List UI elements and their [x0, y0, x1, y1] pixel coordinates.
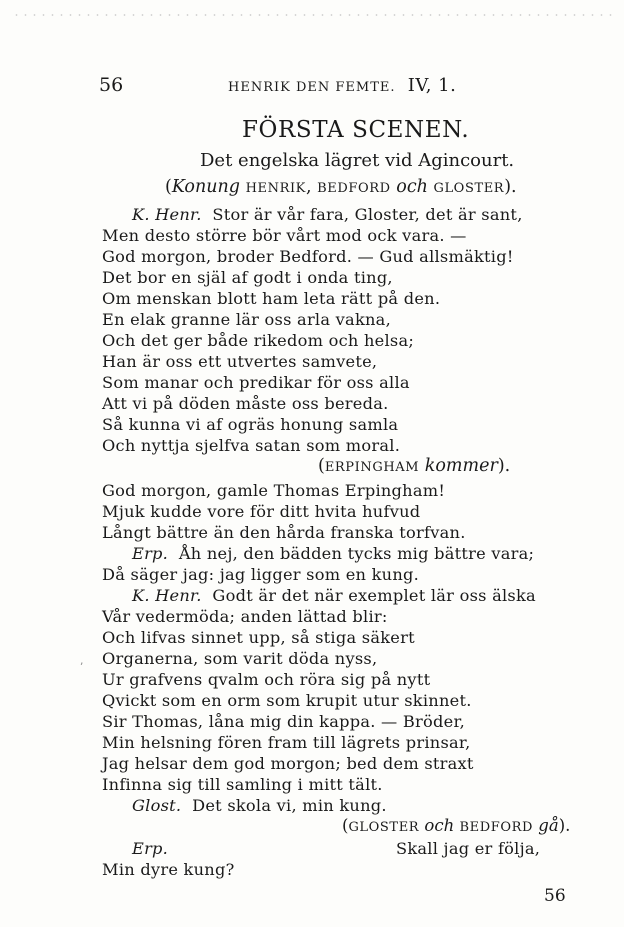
verse-line: Han är oss ett utvertes samvete, [102, 352, 378, 371]
stage-direction-exit: (GLOSTER och BEDFORD gå). [342, 816, 571, 835]
speaker-label: K. Henr. [132, 586, 202, 605]
speaker-label: Erp. [132, 839, 169, 858]
speaker-label: K. Henr. [132, 205, 202, 224]
verse-line: Då säger jag: jag ligger som en kung. [102, 565, 420, 584]
verse-line: Glost. Det skola vi, min kung. [132, 796, 387, 815]
verse-line: Och det ger både rikedom och helsa; [102, 331, 415, 350]
character-bedford: BEDFORD [317, 181, 391, 196]
verse-line: Erp. Åh nej, den bädden tycks mig bättre vara; [132, 544, 535, 563]
running-head [228, 75, 456, 96]
verse-line: Och lifvas sinnet upp, så stiga säkert [102, 628, 415, 647]
character-erpingham: ERPINGHAM [324, 460, 420, 475]
speaker-label: Glost. [132, 796, 182, 815]
verse-line: Om menskan blott ham leta rätt på den. [102, 289, 441, 308]
verse-line: Min dyre kung? [102, 860, 235, 879]
character-gloster-exit: GLOSTER [348, 820, 420, 835]
verse-line-split: Skall jag er följa, [396, 839, 541, 858]
verse-line: Som manar och predikar för oss alla [102, 373, 410, 392]
character-henrik: HENRIK [245, 181, 306, 196]
och-word: och [396, 177, 428, 197]
verse-line: Jag helsar dem god morgon; bed dem straxt [102, 754, 474, 773]
running-head-title: HENRIK DEN FEMTE. [228, 80, 396, 95]
verse-line: Långt bättre än den hårda franska torfvan. [102, 523, 466, 542]
verse-line: K. Henr. Stor är vår fara, Gloster, det är sant, [132, 205, 523, 224]
verse-line: God morgon, gamle Thomas Erpingham! [102, 481, 446, 500]
och-word: och [424, 816, 455, 835]
scene-setting: Det engelska lägret vid Agincourt. [200, 150, 515, 171]
running-head-act: IV, 1. [407, 75, 457, 96]
verse-line: Så kunna vi af ogräs honung samla [102, 415, 399, 434]
stage-direction-erpingham: (ERPINGHAM kommer). [318, 456, 511, 476]
verse-line: Qvickt som en orm som krupit utur skinnet. [102, 691, 472, 710]
kommer-word: kommer [424, 456, 498, 476]
character-bedford-exit: BEDFORD [459, 820, 534, 835]
verse-line: Mjuk kudde vore för ditt hvita hufvud [102, 502, 421, 521]
konung-word: Konung [171, 177, 240, 197]
top-edge-specks [12, 14, 612, 16]
verse-line: Min helsning fören fram till lägrets prinsar, [102, 733, 471, 752]
signature-mark: 56 [544, 886, 566, 906]
verse-line: Och nyttja sjelfva satan som moral. [102, 436, 401, 455]
verse-line: Att vi på döden måste oss bereda. [102, 394, 389, 413]
verse-line: Sir Thomas, låna mig din kappa. — Bröder, [102, 712, 466, 731]
verse-line: Det bor en själ af godt i onda ting, [102, 268, 393, 287]
page-number: 56 [99, 74, 124, 96]
verse-line: Infinna sig till samling i mitt tält. [102, 775, 383, 794]
ga-word: gå [538, 816, 559, 835]
verse-line: K. Henr. Godt är det när exemplet lär oss älska [132, 586, 536, 605]
opening-stage-direction: (Konung HENRIK, BEDFORD och GLOSTER). [165, 177, 517, 197]
character-gloster: GLOSTER [433, 181, 505, 196]
verse-line: En elak granne lär oss arla vakna, [102, 310, 391, 329]
speaker-label: Erp. [132, 544, 169, 563]
verse-line: Ur grafvens qvalm och röra sig på nytt [102, 670, 431, 689]
scene-title: FÖRSTA SCENEN. [242, 117, 470, 143]
verse-line: Organerna, som varit döda nyss, [102, 649, 378, 668]
margin-speck: ’ [80, 662, 84, 673]
verse-line: Vår vedermöda; anden lättad blir: [102, 607, 388, 626]
verse-line: God morgon, broder Bedford. — Gud allsmäktig! [102, 247, 514, 266]
verse-line: Men desto större bör vårt mod ock vara. — [102, 226, 467, 245]
